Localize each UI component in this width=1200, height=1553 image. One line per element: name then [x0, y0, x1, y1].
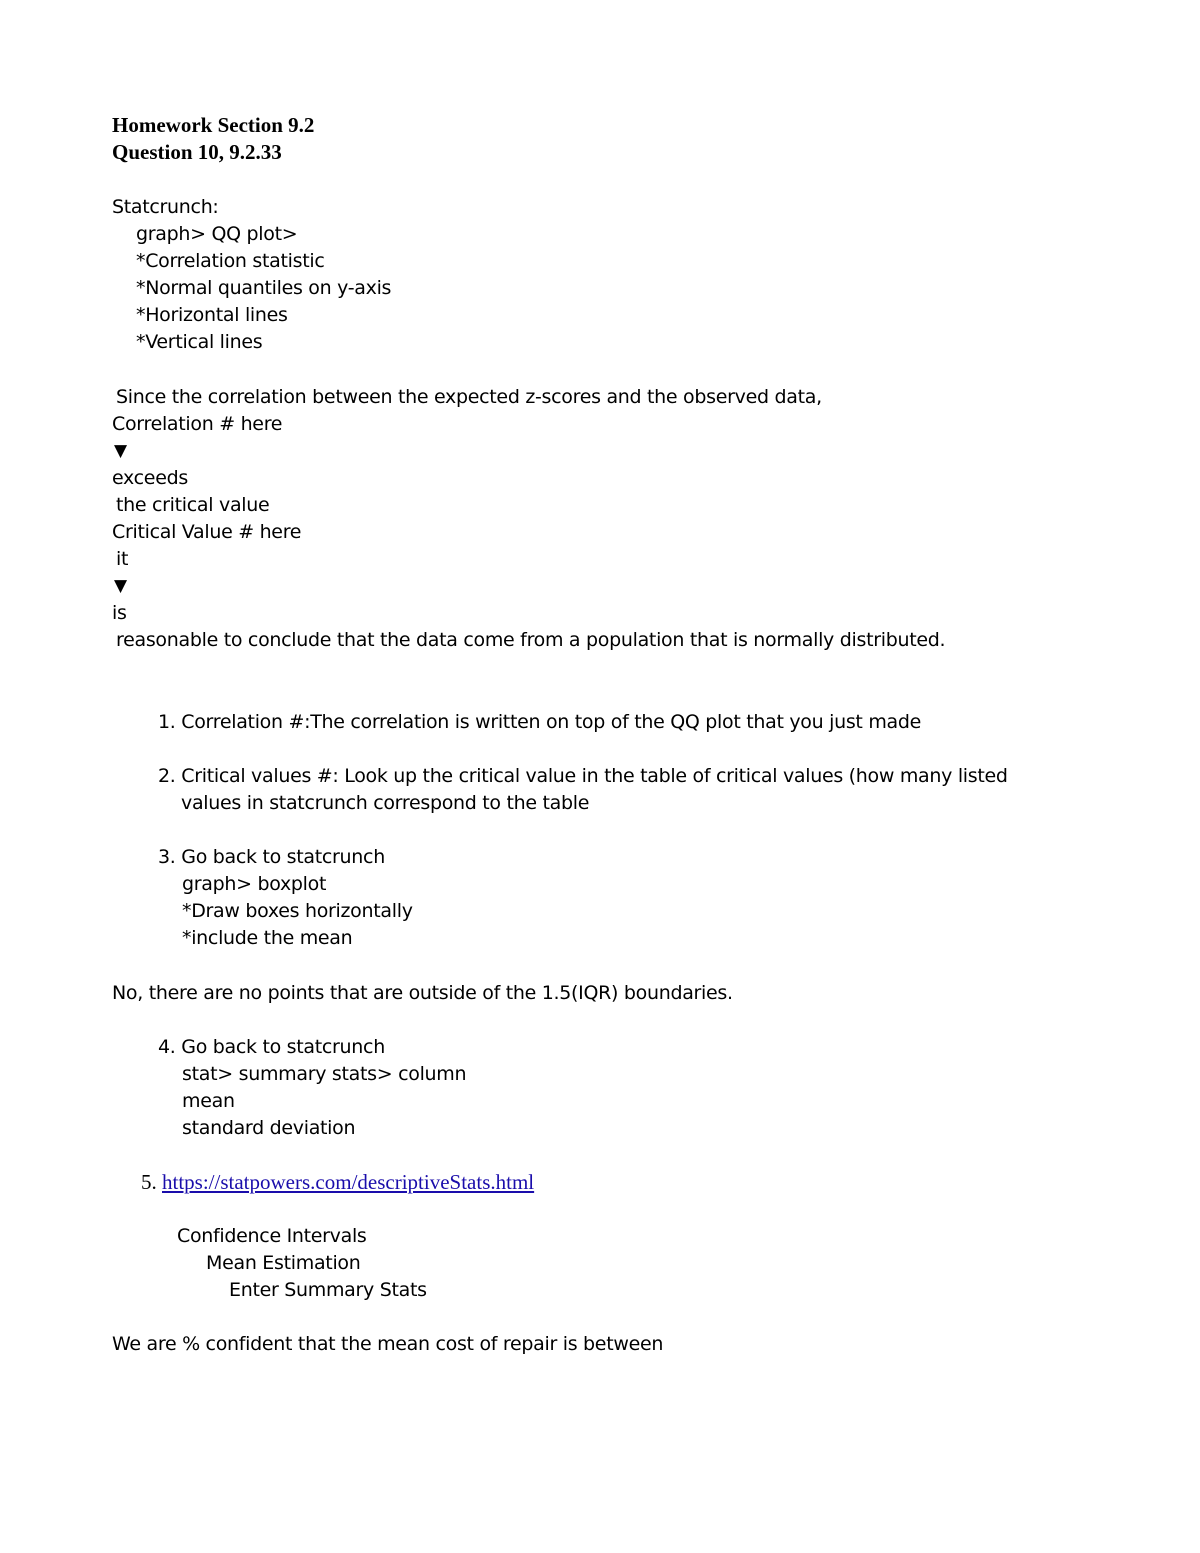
list-item: 2. Critical values #: Look up the critical value in the table of critical values (how many listed — [158, 765, 1008, 787]
critical-value-text: the critical value — [116, 494, 270, 516]
list-subitem: *Draw boxes horizontally — [182, 900, 413, 922]
statcrunch-step: graph> QQ plot> — [136, 223, 298, 245]
statcrunch-step: *Vertical lines — [136, 331, 263, 353]
list-subitem: mean — [182, 1090, 235, 1112]
statcrunch-step: *Correlation statistic — [136, 250, 325, 272]
nav-path-item: Mean Estimation — [206, 1252, 361, 1274]
list-number: 5. — [141, 1170, 157, 1194]
statcrunch-label: Statcrunch: — [112, 196, 219, 218]
statcrunch-step: *Horizontal lines — [136, 304, 288, 326]
list-item-continuation: values in statcrunch correspond to the table — [181, 792, 590, 814]
outlier-answer: No, there are no points that are outside of the 1.5(IQR) boundaries. — [112, 982, 733, 1004]
list-item: 1. Correlation #:The correlation is written on top of the QQ plot that you just made — [158, 711, 922, 733]
correlation-placeholder[interactable]: Correlation # here — [112, 413, 283, 435]
critical-value-placeholder[interactable]: Critical Value # here — [112, 521, 302, 543]
statcrunch-step: *Normal quantiles on y-axis — [136, 277, 392, 299]
list-subitem: standard deviation — [182, 1117, 356, 1139]
nav-path-item: Enter Summary Stats — [229, 1279, 427, 1301]
list-subitem: graph> boxplot — [182, 873, 327, 895]
list-subitem: stat> summary stats> column — [182, 1063, 467, 1085]
it-text: it — [116, 548, 129, 570]
conclusion-intro: Since the correlation between the expected z-scores and the observed data, — [116, 386, 822, 408]
statpowers-link[interactable]: https://statpowers.com/descriptiveStats.html — [162, 1170, 535, 1194]
dropdown-value[interactable]: is — [112, 602, 127, 624]
nav-path-item: Confidence Intervals — [177, 1225, 367, 1247]
list-subitem: *include the mean — [182, 927, 353, 949]
question-heading: Question 10, 9.2.33 — [112, 140, 282, 164]
list-item: 3. Go back to statcrunch — [158, 846, 385, 868]
homework-title: Homework Section 9.2 — [112, 113, 315, 137]
list-item: 4. Go back to statcrunch — [158, 1036, 385, 1058]
conclusion-final: reasonable to conclude that the data come from a population that is normally distributed. — [116, 629, 946, 651]
dropdown-arrow-icon[interactable]: ▼ — [114, 576, 127, 596]
list-item-5 — [141, 1169, 534, 1196]
dropdown-value[interactable]: exceeds — [112, 467, 188, 489]
dropdown-arrow-icon[interactable]: ▼ — [114, 441, 127, 461]
confidence-statement: We are % confident that the mean cost of repair is between — [112, 1333, 664, 1355]
